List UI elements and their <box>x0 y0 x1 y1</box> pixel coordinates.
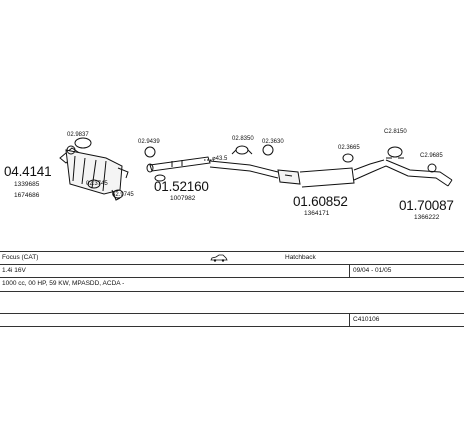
part-oe-1a: 1339685 <box>14 181 40 188</box>
table-divider-2 <box>349 313 350 326</box>
centre-silencer-shape <box>210 160 386 187</box>
vehicle-engine: 1.4i 16V <box>2 267 26 274</box>
rear-pipe-shape <box>386 160 452 186</box>
fitting-label-3: 02.9745 <box>112 192 134 198</box>
fitting-label-4: 02.9439 <box>138 139 160 145</box>
fitting-label-5: 02.8350 <box>232 136 254 142</box>
part-number-4: 01.70087 <box>399 198 454 213</box>
vehicle-spec: 1000 cc, 00 HP, 59 KW, MPASDD, ACDA - <box>2 280 125 287</box>
table-rule-2 <box>0 264 464 265</box>
part-oe-1b: 1674686 <box>14 192 40 199</box>
hanger-shape-5 <box>236 146 248 154</box>
fitting-label-6: 02.3630 <box>262 139 284 145</box>
hanger-shape-7 <box>343 154 353 162</box>
front-pipe-shape <box>147 157 210 172</box>
table-rule-4 <box>0 291 464 292</box>
vehicle-years: 09/04 - 01/05 <box>353 267 392 274</box>
vehicle-model: Focus (CAT) <box>2 254 39 261</box>
hanger-shape-6 <box>263 145 273 155</box>
part-number-3: 01.60852 <box>293 194 348 209</box>
hanger-shape-9 <box>428 164 436 172</box>
vehicle-body: Hatchback <box>285 254 316 261</box>
fitting-label-9: C2.9685 <box>420 153 443 159</box>
part-number-1: 04.4141 <box>4 164 52 179</box>
fitting-label-2: 02.3745 <box>86 181 108 187</box>
clamp-shape-8 <box>388 147 402 157</box>
table-rule-5 <box>0 313 464 314</box>
table-rule-3 <box>0 277 464 278</box>
part-oe-4: 1366222 <box>414 214 440 221</box>
part-oe-2: 1007982 <box>170 195 196 202</box>
diameter-label: ⌀43.5 <box>212 156 228 162</box>
fitting-label-1: 02.9837 <box>67 132 89 138</box>
fitting-label-7: 02.3665 <box>338 145 360 151</box>
part-oe-3: 1364171 <box>304 210 330 217</box>
car-silhouette-icon <box>210 254 228 262</box>
hanger-shape-5b <box>232 150 252 154</box>
fitting-shape-4 <box>145 147 155 157</box>
table-rule-6 <box>0 326 464 327</box>
gasket-shape <box>75 138 91 148</box>
fitting-label-8: C2.8150 <box>384 129 407 135</box>
table-rule-1 <box>0 251 464 252</box>
table-divider-1 <box>349 264 350 277</box>
vehicle-code: C410106 <box>353 316 380 323</box>
part-number-2: 01.52160 <box>154 179 209 194</box>
